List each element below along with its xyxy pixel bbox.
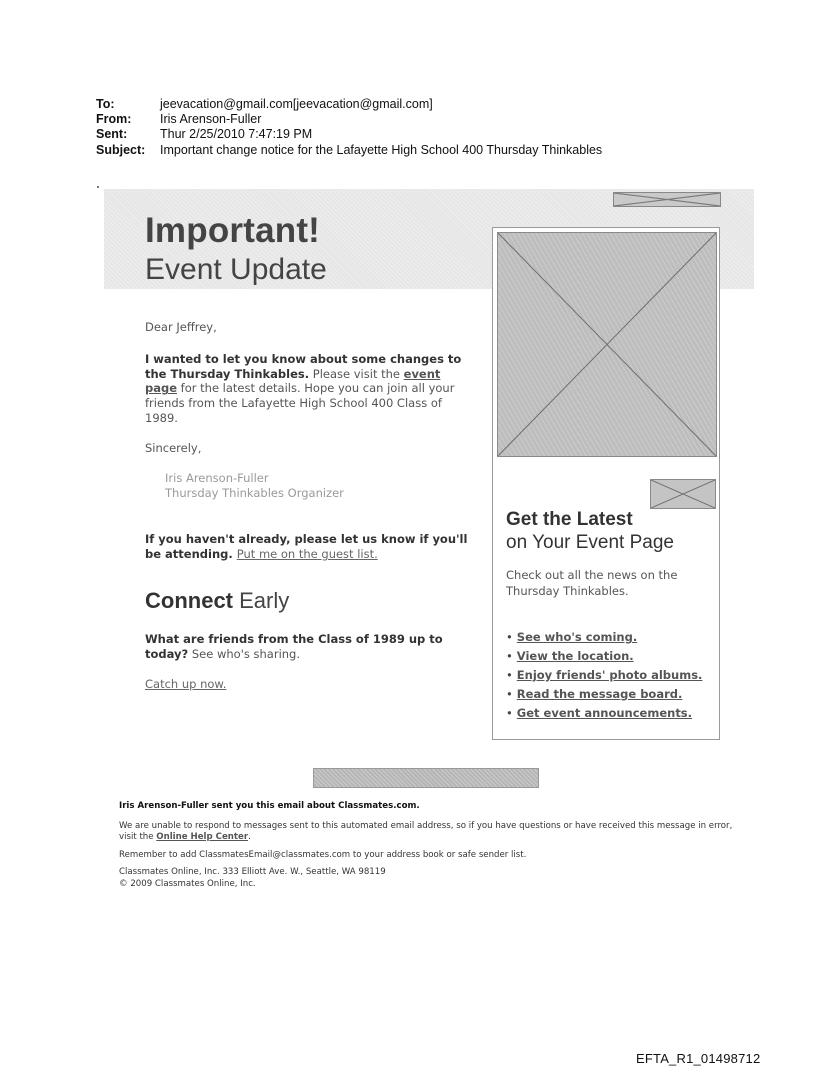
view-location-link[interactable]: View the location. [516, 649, 634, 663]
connect-heading-rest: Early [233, 588, 290, 613]
to-value: jeevacation@gmail.com[jeevacation@gmail.com] [160, 97, 433, 111]
intro-text-end: for the latest details. Hope you can join all your friends from the Lafayette High School 400 Class of 1989. [145, 381, 455, 425]
intro-bold-text: I wanted to let you know about some changes to the Thursday Thinkables. [145, 352, 462, 381]
sidebar-description: Check out all the news on the Thursday Thinkables. [506, 568, 678, 598]
connect-heading [145, 588, 289, 614]
connect-paragraph [145, 632, 475, 662]
see-whos-coming-link[interactable]: See who's coming. [516, 630, 638, 644]
list-item [506, 647, 702, 666]
banner-title: Important! [145, 211, 321, 250]
email-header [96, 97, 602, 158]
subject-row [96, 143, 602, 158]
sent-row [96, 127, 602, 142]
photo-albums-link[interactable]: Enjoy friends' photo albums. [516, 668, 703, 682]
to-row [96, 97, 602, 112]
closing: Sincerely, [145, 441, 202, 455]
footer-sent-line: Iris Arenson-Fuller sent you this email about Classmates.com. [119, 801, 420, 811]
signature [165, 471, 344, 501]
sidebar-subheading: on Your Event Page [506, 532, 674, 553]
missing-image-icon [497, 232, 717, 457]
banner-subtitle: Event Update [145, 253, 327, 286]
list-item [506, 704, 702, 723]
footer-logo-placeholder [313, 768, 539, 788]
connect-text: See who's sharing. [188, 647, 301, 661]
sent-value: Thur 2/25/2010 7:47:19 PM [160, 127, 313, 142]
signature-title: Thursday Thinkables Organizer [165, 486, 344, 500]
footer-notice-text: We are unable to respond to messages sent to this automated email address, so if you have questions or have received this message in error, visit the [119, 820, 733, 843]
footer-notice [119, 821, 739, 844]
subject-value: Important change notice for the Lafayette High School 400 Thursday Thinkables [160, 142, 603, 157]
list-item [506, 628, 702, 647]
rsvp-text: If you haven't already, please let us know if you'll be attending. [145, 532, 468, 561]
catch-up-link[interactable]: Catch up now. [145, 677, 227, 691]
missing-image-icon [650, 479, 716, 509]
guest-list-link[interactable]: Put me on the guest list. [236, 547, 378, 561]
intro-text: Please visit the [309, 366, 404, 381]
missing-image-icon [613, 192, 721, 207]
rsvp-paragraph [145, 532, 475, 562]
subject-label: Subject: [96, 142, 146, 157]
document-id: EFTA_R1_01498712 [636, 1051, 761, 1066]
intro-paragraph [145, 352, 475, 426]
message-board-link[interactable]: Read the message board. [516, 687, 683, 701]
sidebar-link-list [506, 628, 702, 723]
greeting: Dear Jeffrey, [145, 320, 217, 334]
connect-bold-text: What are friends from the Class of 1989 up to today? [145, 632, 443, 661]
list-item [506, 685, 702, 704]
sent-label: Sent: [96, 127, 128, 142]
signature-name: Iris Arenson-Fuller [165, 471, 269, 485]
email-footer [119, 801, 739, 897]
stray-mark [97, 186, 99, 188]
event-page-link[interactable]: event page [145, 366, 441, 396]
event-announcements-link[interactable]: Get event announcements. [516, 706, 693, 720]
footer-address-book: Remember to add ClassmatesEmail@classmates.com to your address book or safe sender list. [119, 849, 527, 860]
footer-company-address: Classmates Online, Inc. 333 Elliott Ave. W., Seattle, WA 98119 [119, 867, 386, 878]
from-value: Iris Arenson-Fuller [160, 112, 262, 127]
connect-heading-bold: Connect [145, 588, 233, 613]
footer-copyright: © 2009 Classmates Online, Inc. [119, 878, 256, 889]
help-center-link[interactable]: Online Help Center [156, 832, 249, 843]
from-row [96, 112, 602, 127]
from-label: From: [96, 112, 132, 127]
list-item [506, 666, 702, 685]
to-label: To: [96, 97, 115, 111]
sidebar-heading: Get the Latest [506, 509, 633, 530]
catch-up-row [145, 677, 226, 691]
footer-notice-end: . [248, 832, 251, 843]
